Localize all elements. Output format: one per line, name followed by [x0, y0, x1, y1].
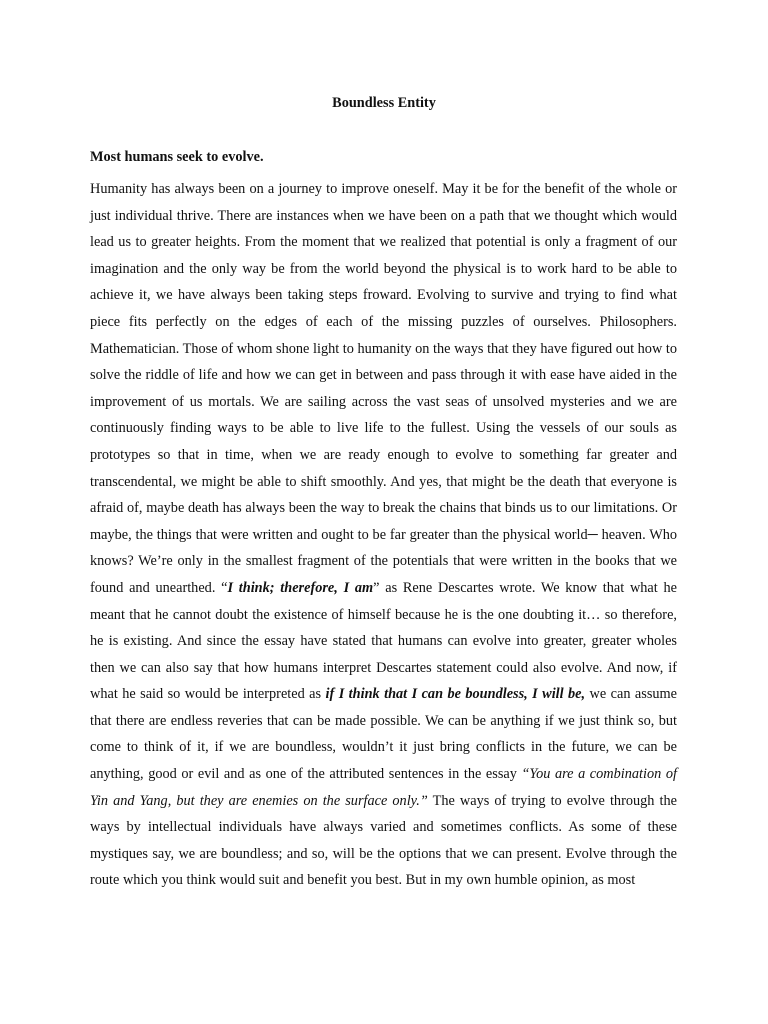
- document-title: Boundless Entity: [332, 95, 436, 111]
- yin-yang-quote: “You are a combination of Yin and Yang, but they are enemies on the surface only.”: [90, 766, 677, 809]
- descartes-quote: I think; therefore, I am: [227, 579, 374, 596]
- paragraph-text-1: Humanity has always been on a journey to improve oneself. May it be for the benefit of the whole or just individual thrive. There are instances when we have been on a path that we thought which would lead us to greater heights. From the moment that we realized that potential is only a fragment of our imagination and the only way be from the world beyond the physical is to work hard to be able to achieve it, we have always been taking steps froward. Evolving to survive and trying to find what piece fits perfectly on the edges of each of the missing puzzles of ourselves. Philosophers. Mathematician. Those of whom shone light to humanity on the ways that they have figured out how to solve the riddle of life and how we can get in between and pass through it with ease have aided in the improvement of us mortals. We are sailing across the vast seas of unsolved mysteries and we are continuously finding ways to be able to live life to the fullest. Using the vessels of our souls as prototypes so that in time, when we are ready enough to evolve to something far greater and transcendental, we might be able to shift smoothly. And yes, that might be the death that everyone is afraid of, maybe death has always been the way to break the chains that binds us to our limitations. Or maybe, the things that were written and ought to be far greater than the physical world─ heaven. Who knows? We’re only in the smallest fragment of the potentials that were written in the books that we found and unearthed. “: [90, 181, 677, 596]
- paragraph-text-4: The ways of trying to evolve through the ways by intellectual individuals have always varied and sometimes conflicts. As some of these mystiques say, we are boundless; and so, will be the options that we can present. Evolve through the route which you think would suit and benefit you best. But in my own humble opinion, as most: [90, 792, 677, 889]
- paragraph-text-2: ” as Rene Descartes wrote. We know that what he meant that he cannot doubt the existence of himself because he is the one doubting it… so therefore, he is existing. And since the essay have stated that humans can evolve into greater, greater wholes then we can also say that how humans interpret Descartes statement could also evolve. And now, if what he said so would be interpreted as: [90, 579, 677, 703]
- paragraph-text-3: we can assume that there are endless reveries that can be made possible. We can be anything if we just think so, but come to think of it, if we are boundless, wouldn’t it just bring conflicts in the future, we can be anything, good or evil and as one of the attributed sentences in the essay: [90, 686, 677, 783]
- section-heading: Most humans seek to evolve.: [90, 149, 264, 165]
- boundless-quote: if I think that I can be boundless, I will be,: [325, 686, 586, 703]
- body-paragraph: [90, 176, 677, 894]
